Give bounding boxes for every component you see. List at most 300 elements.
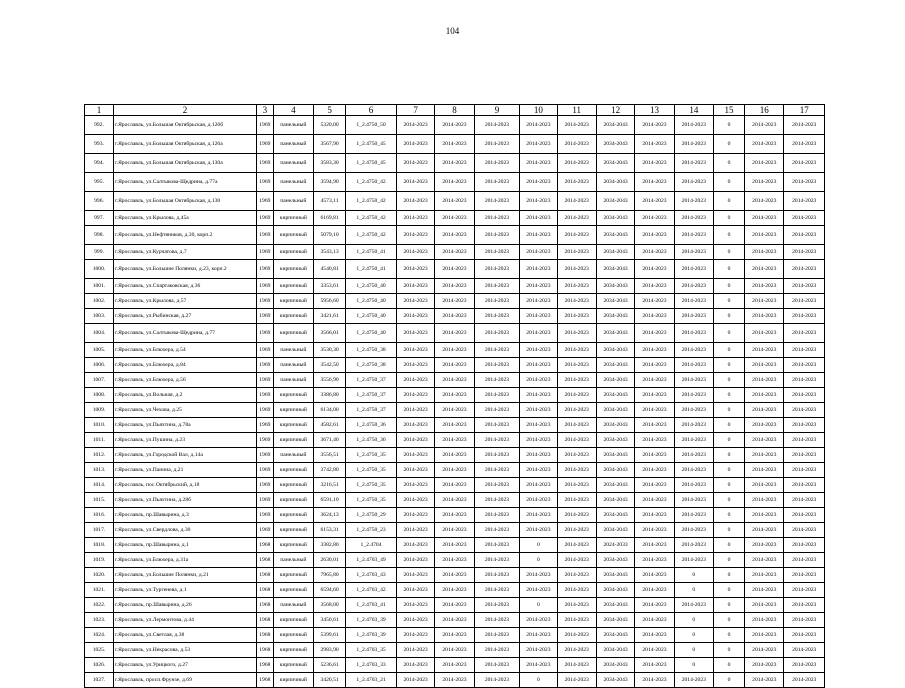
table-cell: 1000.: [85, 260, 114, 279]
table-cell: 2014-2023: [396, 260, 434, 279]
table-cell: 2034-2043: [596, 403, 634, 418]
table-cell: кирпичный: [273, 643, 313, 658]
table-cell: 0: [674, 643, 713, 658]
table-cell: г.Ярославль, ул.Нефтяников, д.30, корп.2: [114, 226, 257, 245]
table-cell: 3671,40: [314, 433, 346, 448]
table-cell: 998.: [85, 226, 114, 245]
table-cell: кирпичный: [273, 508, 313, 523]
column-header: 7: [396, 105, 434, 116]
table-cell: 1969: [257, 309, 274, 324]
table-cell: 2014-2023: [520, 192, 557, 211]
table-cell: 0: [714, 463, 745, 478]
table-cell: 1_2.4750_40: [346, 309, 397, 324]
table-row: [85, 279, 825, 294]
table-cell: 1968: [257, 553, 274, 568]
table-cell: 2014-2023: [520, 226, 557, 245]
table-cell: 2014-2023: [635, 508, 674, 523]
table-cell: кирпичный: [273, 294, 313, 309]
table-cell: 1_2.4703_49: [346, 553, 397, 568]
table-row: [85, 135, 825, 154]
table-cell: 2014-2023: [635, 523, 674, 538]
table-cell: 2014-2023: [635, 309, 674, 324]
table-row: [85, 583, 825, 598]
table-cell: 2014-2023: [474, 568, 520, 583]
table-row: [85, 154, 825, 173]
table-row: [85, 613, 825, 628]
table-cell: 2034-2043: [596, 211, 634, 226]
column-header: 5: [314, 105, 346, 116]
table-cell: кирпичный: [273, 523, 313, 538]
table-cell: 3556,90: [314, 373, 346, 388]
table-cell: панельный: [273, 192, 313, 211]
table-cell: г.Ярославль, ул.Блюхера, д.56: [114, 373, 257, 388]
table-cell: 2014-2023: [745, 173, 784, 192]
table-cell: 2014-2023: [396, 598, 434, 613]
table-cell: 1_2.4750_35: [346, 478, 397, 493]
table-cell: 2014-2023: [396, 673, 434, 688]
table-cell: кирпичный: [273, 673, 313, 688]
table-cell: 2034-2043: [596, 279, 634, 294]
table-cell: 2014-2023: [435, 418, 474, 433]
table-cell: 2014-2023: [635, 568, 674, 583]
table-cell: 2014-2023: [674, 673, 713, 688]
table-cell: 1968: [257, 613, 274, 628]
table-cell: 2014-2023: [674, 279, 713, 294]
table-cell: 2014-2023: [435, 279, 474, 294]
table-cell: 2014-2023: [635, 628, 674, 643]
table-cell: 2014-2023: [474, 658, 520, 673]
table-cell: кирпичный: [273, 226, 313, 245]
table-cell: 2034-2043: [596, 598, 634, 613]
table-cell: 2014-2023: [557, 135, 596, 154]
table-cell: 2014-2023: [474, 279, 520, 294]
table-cell: 2034-2043: [596, 192, 634, 211]
table-cell: 0: [714, 433, 745, 448]
table-cell: 3216,51: [314, 478, 346, 493]
table-cell: 2014-2023: [435, 343, 474, 358]
table-cell: 2034-2043: [596, 658, 634, 673]
table-cell: 2014-2023: [635, 358, 674, 373]
table-cell: 2014-2023: [784, 493, 825, 508]
table-cell: 1023.: [85, 613, 114, 628]
table-cell: 2014-2023: [396, 523, 434, 538]
column-header: 8: [435, 105, 474, 116]
table-cell: 2014-2023: [474, 553, 520, 568]
table-cell: 2014-2023: [474, 260, 520, 279]
table-cell: 1_2.4750_40: [346, 324, 397, 343]
table-cell: 1969: [257, 478, 274, 493]
table-cell: 1022.: [85, 598, 114, 613]
table-cell: 6153,31: [314, 523, 346, 538]
table-cell: 1020.: [85, 568, 114, 583]
table-row: [85, 403, 825, 418]
table-cell: 2014-2023: [474, 523, 520, 538]
table-cell: 2014-2023: [674, 478, 713, 493]
table-cell: 5236,61: [314, 658, 346, 673]
table-row: [85, 373, 825, 388]
table-cell: 0: [714, 568, 745, 583]
table-cell: 2014-2023: [474, 135, 520, 154]
table-cell: 2014-2023: [520, 583, 557, 598]
table-cell: 2014-2023: [784, 613, 825, 628]
table-cell: 2014-2023: [674, 388, 713, 403]
table-cell: 1024.: [85, 628, 114, 643]
table-cell: 997.: [85, 211, 114, 226]
table-cell: 2014-2023: [474, 673, 520, 688]
table-cell: г.Ярославль, пр.Шавырина, д.3: [114, 508, 257, 523]
table-cell: 2014-2023: [784, 294, 825, 309]
table-cell: 1_2.4750_37: [346, 373, 397, 388]
table-cell: 2014-2023: [635, 403, 674, 418]
table-cell: 2014-2023: [474, 294, 520, 309]
table-cell: 0: [714, 418, 745, 433]
column-header: 4: [273, 105, 313, 116]
table-cell: 2014-2023: [635, 643, 674, 658]
table-cell: 2014-2023: [784, 523, 825, 538]
table-cell: 2034-2043: [596, 154, 634, 173]
table-row: [85, 658, 825, 673]
table-cell: г.Ярославль, ул.Лермонтова, д.44: [114, 613, 257, 628]
column-header: 10: [520, 105, 557, 116]
table-cell: 2014-2023: [745, 583, 784, 598]
table-cell: 1969: [257, 154, 274, 173]
table-cell: 2014-2023: [557, 418, 596, 433]
table-cell: 2014-2023: [557, 568, 596, 583]
table-cell: 2014-2023: [520, 568, 557, 583]
table-cell: 2014-2023: [557, 173, 596, 192]
table-cell: 2014-2023: [745, 226, 784, 245]
table-row: [85, 294, 825, 309]
table-cell: 2014-2023: [674, 598, 713, 613]
table-row: [85, 226, 825, 245]
table-cell: 1_2.4750_45: [346, 135, 397, 154]
table-cell: 2014-2023: [396, 568, 434, 583]
table-cell: 5079,10: [314, 226, 346, 245]
table-cell: 1008.: [85, 388, 114, 403]
table-cell: 1969: [257, 523, 274, 538]
table-cell: г.Ярославль, просп.Фрунзе, д.69: [114, 673, 257, 688]
table-cell: 2014-2023: [745, 673, 784, 688]
table-cell: 3353,61: [314, 279, 346, 294]
table-cell: 2014-2023: [435, 673, 474, 688]
table-cell: 1969: [257, 373, 274, 388]
table-cell: 1_2.4750_38: [346, 358, 397, 373]
table-cell: 5320,00: [314, 116, 346, 135]
table-cell: 0: [714, 373, 745, 388]
table-cell: 2014-2023: [745, 433, 784, 448]
table-cell: 2014-2023: [674, 343, 713, 358]
table-cell: 2014-2023: [396, 433, 434, 448]
table-cell: 3568,00: [314, 598, 346, 613]
table-cell: г.Ярославль, пр.Шавырина, д.26: [114, 598, 257, 613]
table-cell: 2014-2023: [474, 433, 520, 448]
table-cell: 2014-2023: [784, 628, 825, 643]
header-row: [85, 105, 825, 116]
table-cell: 2034-2043: [596, 324, 634, 343]
table-cell: 2034-2043: [596, 523, 634, 538]
table-cell: 2014-2023: [635, 493, 674, 508]
table-cell: 0: [520, 598, 557, 613]
table-cell: 1021.: [85, 583, 114, 598]
table-cell: 2014-2023: [557, 294, 596, 309]
table-cell: 2014-2023: [745, 279, 784, 294]
table-cell: 2014-2023: [520, 245, 557, 260]
table-cell: 1968: [257, 658, 274, 673]
table-cell: 2014-2023: [674, 508, 713, 523]
table-cell: 2014-2023: [635, 135, 674, 154]
table-cell: 1_2.4703_33: [346, 658, 397, 673]
table-cell: 2014-2023: [784, 358, 825, 373]
table-cell: 1013.: [85, 463, 114, 478]
table-cell: 2014-2023: [745, 538, 784, 553]
table-cell: 1005.: [85, 343, 114, 358]
table-cell: 2014-2023: [557, 192, 596, 211]
table-cell: 2034-2043: [596, 613, 634, 628]
table-row: [85, 538, 825, 553]
table-cell: 3420,51: [314, 673, 346, 688]
table-cell: 2014-2023: [474, 598, 520, 613]
table-cell: 0: [714, 403, 745, 418]
table-cell: 2014-2023: [745, 508, 784, 523]
table-cell: 2014-2023: [474, 358, 520, 373]
table-cell: 2630,01: [314, 553, 346, 568]
table-cell: 2014-2023: [474, 613, 520, 628]
table-cell: 2014-2023: [474, 211, 520, 226]
table-cell: 1_2.4750_35: [346, 448, 397, 463]
table-cell: 2014-2023: [635, 279, 674, 294]
table-cell: 3450,61: [314, 613, 346, 628]
table-cell: 2014-2023: [435, 309, 474, 324]
table-cell: 2014-2023: [520, 173, 557, 192]
table-cell: 2014-2023: [784, 553, 825, 568]
table-cell: 6594,60: [314, 583, 346, 598]
table-cell: 1015.: [85, 493, 114, 508]
table-cell: 2034-2043: [596, 673, 634, 688]
table-cell: 0: [714, 226, 745, 245]
table-cell: г.Ярославль, ул.Блюхера, д.31а: [114, 553, 257, 568]
table-cell: 2034-2043: [596, 373, 634, 388]
table-cell: г.Ярославль, ул.Большая Октябрьская, д.126б: [114, 116, 257, 135]
table-row: [85, 568, 825, 583]
table-cell: 2014-2023: [435, 613, 474, 628]
table-cell: 0: [674, 628, 713, 643]
table-cell: 0: [714, 673, 745, 688]
table-cell: 2034-2043: [596, 260, 634, 279]
table-cell: 2034-2043: [596, 388, 634, 403]
table-cell: 2014-2023: [396, 628, 434, 643]
table-cell: 2014-2023: [745, 116, 784, 135]
table-cell: 2034-2043: [596, 478, 634, 493]
table-cell: 0: [714, 613, 745, 628]
table-cell: 2014-2023: [520, 324, 557, 343]
table-cell: 1969: [257, 433, 274, 448]
table-row: [85, 493, 825, 508]
table-cell: 2014-2023: [784, 658, 825, 673]
table-cell: 2034-2043: [596, 116, 634, 135]
table-cell: 0: [714, 658, 745, 673]
table-cell: 3556,51: [314, 448, 346, 463]
table-cell: 2014-2023: [784, 116, 825, 135]
table-cell: 1969: [257, 358, 274, 373]
table-cell: 2014-2023: [557, 343, 596, 358]
table-cell: 1969: [257, 192, 274, 211]
table-cell: кирпичный: [273, 388, 313, 403]
table-cell: 994.: [85, 154, 114, 173]
table-cell: 2014-2023: [520, 613, 557, 628]
table-cell: 2014-2023: [435, 568, 474, 583]
table-cell: 0: [714, 324, 745, 343]
table-cell: г.Ярославль, ул.Вольная, д.2: [114, 388, 257, 403]
table-cell: 2014-2023: [635, 418, 674, 433]
table-cell: 2014-2023: [674, 245, 713, 260]
table-cell: 0: [714, 493, 745, 508]
table-cell: 2014-2023: [396, 553, 434, 568]
table-cell: 2014-2023: [396, 279, 434, 294]
table-cell: 2014-2023: [435, 135, 474, 154]
table-cell: 2014-2023: [520, 403, 557, 418]
table-cell: панельный: [273, 448, 313, 463]
table-cell: кирпичный: [273, 433, 313, 448]
table-cell: 2014-2023: [520, 358, 557, 373]
table-cell: 2014-2023: [745, 448, 784, 463]
table-cell: 1969: [257, 463, 274, 478]
table-cell: 2014-2023: [396, 478, 434, 493]
table-cell: 2034-2043: [596, 553, 634, 568]
table-cell: 1_2.4750_35: [346, 493, 397, 508]
table-cell: 2014-2023: [635, 324, 674, 343]
table-cell: 1_2.4750_40: [346, 294, 397, 309]
table-cell: 2014-2023: [745, 192, 784, 211]
table-cell: 2014-2023: [635, 553, 674, 568]
table-cell: 2014-2023: [396, 463, 434, 478]
table-cell: 2034-2043: [596, 508, 634, 523]
table-cell: 1_2.4750_41: [346, 245, 397, 260]
table-cell: 2024-2033: [596, 538, 634, 553]
table-row: [85, 192, 825, 211]
table-cell: 2014-2023: [435, 358, 474, 373]
table-cell: 0: [714, 309, 745, 324]
table-cell: 2014-2023: [474, 403, 520, 418]
table-cell: 2014-2023: [784, 173, 825, 192]
table-cell: 1969: [257, 448, 274, 463]
table-cell: 999.: [85, 245, 114, 260]
table-cell: кирпичный: [273, 583, 313, 598]
table-cell: 2014-2023: [745, 358, 784, 373]
table-cell: 2014-2023: [784, 418, 825, 433]
table-cell: 2014-2023: [745, 463, 784, 478]
table-cell: кирпичный: [273, 403, 313, 418]
table-cell: 2014-2023: [474, 309, 520, 324]
table-cell: панельный: [273, 358, 313, 373]
table-cell: 1_2.4750_29: [346, 508, 397, 523]
table-cell: кирпичный: [273, 538, 313, 553]
table-cell: 2014-2023: [520, 643, 557, 658]
table-cell: 1019.: [85, 553, 114, 568]
table-body: [85, 116, 825, 688]
table-cell: 2034-2043: [596, 583, 634, 598]
table-cell: 1009.: [85, 403, 114, 418]
table-cell: 2014-2023: [474, 493, 520, 508]
table-cell: 2014-2023: [784, 403, 825, 418]
table-cell: 2014-2023: [745, 343, 784, 358]
table-cell: 2014-2023: [784, 433, 825, 448]
table-cell: 2014-2023: [674, 192, 713, 211]
table-cell: 2014-2023: [635, 598, 674, 613]
table-cell: 3386,80: [314, 388, 346, 403]
table-cell: 2014-2023: [745, 628, 784, 643]
table-cell: 3542,50: [314, 358, 346, 373]
table-cell: 2014-2023: [745, 154, 784, 173]
table-cell: 1_2.4703_42: [346, 583, 397, 598]
table-cell: 1968: [257, 673, 274, 688]
table-cell: 2014-2023: [784, 643, 825, 658]
table-cell: г.Ярославль, пос.Октябрьский, д.18: [114, 478, 257, 493]
table-cell: 2014-2023: [557, 388, 596, 403]
table-cell: 2014-2023: [635, 116, 674, 135]
table-cell: г.Ярославль, ул.Крылова, д.57: [114, 294, 257, 309]
table-cell: 2014-2023: [520, 463, 557, 478]
table-cell: панельный: [273, 154, 313, 173]
table-cell: 2014-2023: [520, 211, 557, 226]
table-cell: 2034-2043: [596, 343, 634, 358]
table-cell: г.Ярославль, ул.Большие Полянки, д.21: [114, 568, 257, 583]
table-cell: 2014-2023: [557, 211, 596, 226]
table-cell: 3382,80: [314, 538, 346, 553]
table-cell: 0: [714, 135, 745, 154]
table-cell: 1_2.4750_42: [346, 173, 397, 192]
table-cell: 1_2.4750_45: [346, 154, 397, 173]
table-cell: 2014-2023: [674, 309, 713, 324]
table-cell: 2034-2043: [596, 448, 634, 463]
table-cell: 2014-2023: [396, 211, 434, 226]
table-cell: 2014-2023: [435, 211, 474, 226]
table-cell: 2014-2023: [396, 324, 434, 343]
table-cell: 0: [714, 192, 745, 211]
table-row: [85, 324, 825, 343]
table-cell: 1969: [257, 324, 274, 343]
table-cell: 2014-2023: [474, 373, 520, 388]
table-cell: 1968: [257, 628, 274, 643]
table-cell: 2014-2023: [520, 116, 557, 135]
table-cell: 2014-2023: [557, 324, 596, 343]
table-row: [85, 523, 825, 538]
table-cell: 2014-2023: [520, 658, 557, 673]
table-row: [85, 448, 825, 463]
table-cell: 2014-2023: [674, 173, 713, 192]
table-cell: 2014-2023: [745, 658, 784, 673]
table-cell: 0: [714, 388, 745, 403]
table-cell: 4540,81: [314, 260, 346, 279]
table-cell: 0: [714, 583, 745, 598]
table-cell: 2014-2023: [784, 211, 825, 226]
table-cell: 2014-2023: [557, 463, 596, 478]
table-cell: 2014-2023: [520, 478, 557, 493]
table-cell: 2014-2023: [784, 568, 825, 583]
table-cell: 2014-2023: [784, 192, 825, 211]
table-cell: 6591,10: [314, 493, 346, 508]
table-cell: 2014-2023: [520, 154, 557, 173]
table-cell: 2014-2023: [784, 388, 825, 403]
table-cell: 2014-2023: [474, 643, 520, 658]
table-cell: 1_2.4750_37: [346, 403, 397, 418]
table-cell: 0: [714, 643, 745, 658]
table-cell: кирпичный: [273, 568, 313, 583]
table-cell: 2014-2023: [557, 226, 596, 245]
table-cell: 2034-2043: [596, 309, 634, 324]
table-cell: 2014-2023: [557, 448, 596, 463]
table-cell: 0: [714, 116, 745, 135]
table-cell: кирпичный: [273, 279, 313, 294]
